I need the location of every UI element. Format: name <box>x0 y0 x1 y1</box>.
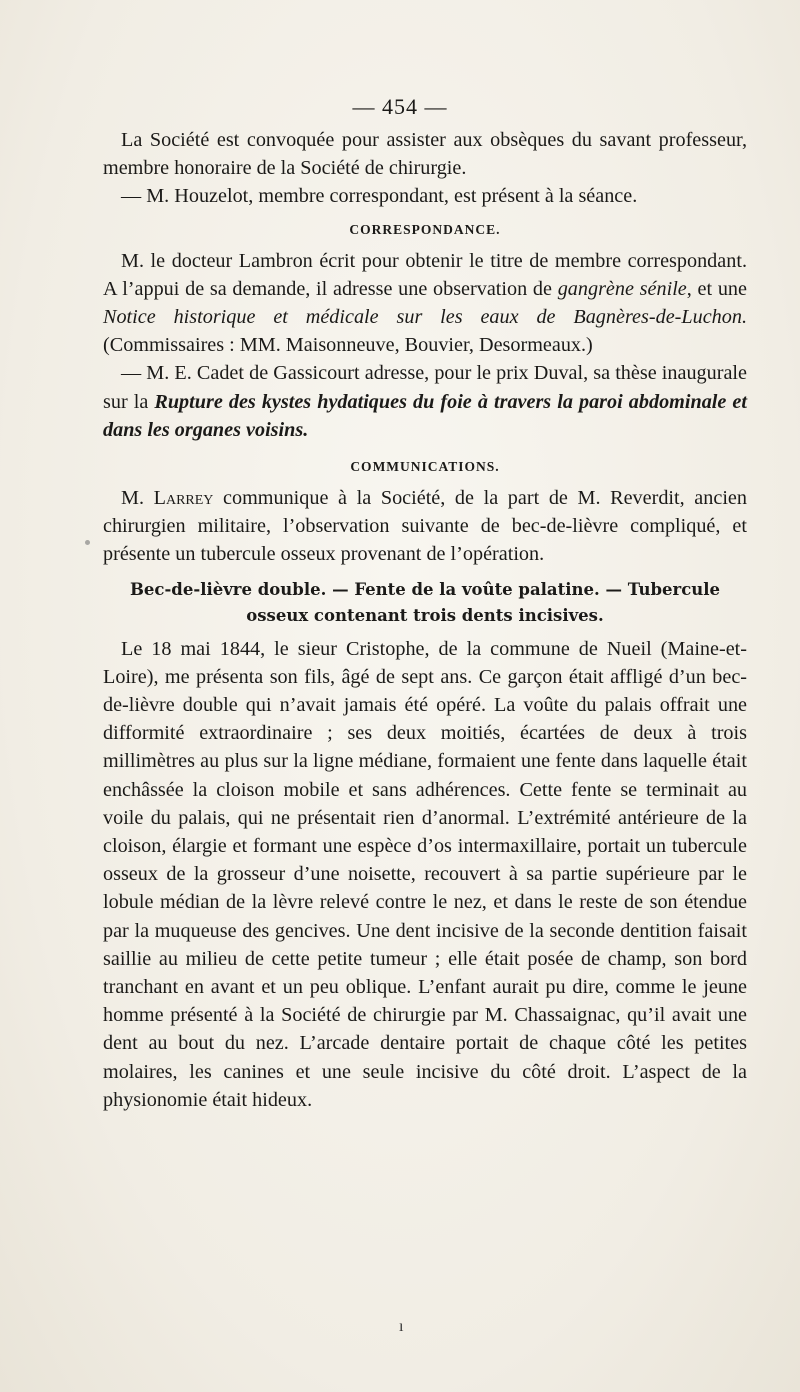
paragraph-case-report: Le 18 mai 1844, le sieur Cristophe, de la commune de Nueil (Maine-et-Loire), me présenta son fils, âgé de sept ans. Ce garçon était affligé d’un bec-de-lièvre double qui n’avait jamais été opéré. La voûte du palais offrait une difformité extraordinaire ; ses deux moitiés, écartées de deux à trois millimètres au plus sur la ligne médiane, formaient une fente dans laquelle était enchâssée la cloison mobile et sans adhérences. Cette fente se terminait au voile du palais, qui ne présentait rien d’anormal. L’extrémité antérieure de la cloison, élargie et formant une espèce d’os intermaxillaire, portait un tubercule osseux de la grosseur d’une noisette, recouvert à sa partie supérieure par le lobule médian de la lèvre relevé contre le nez, et dans le reste de son étendue par la muqueuse des gencives. Une dent incisive de la seconde dentition faisait saillie au milieu de cette petite tumeur ; elle était posée de champ, son bord tranchant en avant et un peu oblique. L’enfant aurait pu dire, comme le jeune homme présenté à la Société de chirurgie par M. Chassaignac, qu’il avait une dent au bout du nez. L’arcade dentaire portait de chaque côté les petites molaires, les canines et une seule incisive du côté droit. L’aspect de la physionomie était hideux. <box>103 637 747 1111</box>
ink-spot <box>85 540 90 545</box>
italic-run: gangrène sénile <box>557 277 687 300</box>
author-name-larrey: Larrey <box>153 487 214 510</box>
footer-mark: ı <box>399 1318 404 1335</box>
section-heading-communications: COMMUNICATIONS. <box>350 459 500 475</box>
italic-run: Notice historique et médicale sur les eaux de Bagnères-de-Luchon. <box>103 306 747 329</box>
text-run: M. le docteur Lambron écrit pour obtenir le titre de membre correspondant. A l’appui de sa demande, il adresse une observation de <box>103 249 747 300</box>
page-number: — 454 — <box>352 94 448 119</box>
paragraph-society-convened: La Société est convoquée pour assister aux obsèques du savant professeur, membre honoraire de la Société de chirurgie. <box>103 129 747 180</box>
paragraph-larrey <box>103 484 747 569</box>
section-heading-correspondance: CORRESPONDANCE. <box>349 221 501 237</box>
text-run: M. <box>121 487 154 510</box>
paragraph-houzelot: — M. Houzelot, membre correspondant, est présent à la séance. <box>121 185 638 208</box>
paragraph-cadet-de-gassicourt <box>103 359 747 444</box>
text-run: — M. E. Cadet de Gassicourt adresse, pour le prix Duval, sa thèse inaugurale sur la <box>103 362 747 413</box>
text-run: (Commissaires : MM. Maisonneuve, Bouvier, Desormeaux.) <box>103 334 593 357</box>
italic-run: Rupture des kystes hydatiques du foie à travers la paroi abdominale et dans les organes voisins. <box>103 390 747 441</box>
text-run: , et une <box>686 277 747 300</box>
paragraph-lambron <box>103 247 747 360</box>
case-title: Bec-de-lièvre double. — Fente de la voûte palatine. — Tubercule osseux contenant trois dents incisives. <box>129 579 721 625</box>
page-body <box>103 126 747 1114</box>
text-run: communique à la Société, de la part de M. Reverdit, ancien chirurgien militaire, l’observation suivante de bec-de-lièvre compliqué, et présente un tubercule osseux provenant de l’opération. <box>103 487 747 566</box>
